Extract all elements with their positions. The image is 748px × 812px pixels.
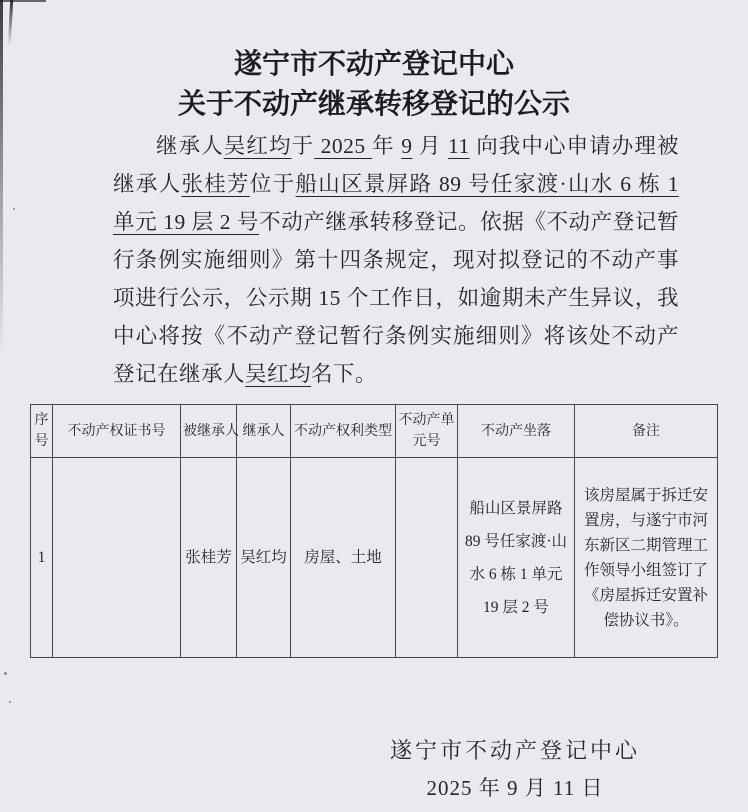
table-cell: 吴红均	[237, 458, 291, 658]
notice-segment: 月	[412, 134, 449, 158]
scan-corner-artifact	[8, 0, 13, 46]
document-title-line2: 关于不动产继承转移登记的公示	[177, 88, 570, 119]
notice-segment-underlined: 张桂芳	[181, 172, 250, 196]
table-cell: 张桂芳	[181, 458, 237, 658]
notice-segment: 向我中心申请办理被继承人	[113, 134, 679, 196]
registration-table	[30, 404, 718, 658]
table-cell: 该房屋属于拆迁安置房，与遂宁市河东新区二期管理工作领导小组签订了《房屋拆迁安置补偿协议书》。	[575, 458, 718, 658]
notice-segment: 年	[372, 134, 402, 158]
table-body	[31, 458, 718, 658]
table-header-cell: 序号	[31, 405, 53, 458]
notice-segment: 于	[291, 134, 315, 158]
signature-date: 2025 年 9 月 11 日	[426, 776, 604, 800]
notice-paragraph	[113, 127, 679, 393]
notice-segment-underlined: 2025	[314, 134, 373, 158]
table-header-cell: 不动产单元号	[396, 405, 458, 458]
table-header-cell: 不动产权利类型	[291, 405, 396, 458]
table-header-cell: 被继承人	[181, 405, 237, 458]
table-header-cell: 不动产权证书号	[53, 405, 181, 458]
notice-segment: 名下。	[311, 362, 378, 386]
scan-edge-artifact	[0, 0, 46, 2]
table-cell: 船山区景屏路 89 号任家渡·山水 6 栋 1 单元 19 层 2 号	[458, 458, 575, 658]
table-cell: 房屋、土地	[291, 458, 396, 658]
notice-segment: 不动产继承转移登记。依据《不动产登记暂行条例实施细则》第十四条规定，现对拟登记的不动产事项进行公示，公示期 15 个工作日，如逾期未产生异议，我中心将按《不动产登记暂行条例实施细则》将该处不动产登记在继承人	[113, 210, 679, 386]
table-cell	[53, 458, 181, 658]
scan-speck	[13, 208, 15, 210]
table-header-cell: 不动产坐落	[458, 405, 575, 458]
table-cell: 1	[31, 458, 53, 658]
notice-segment-underlined: 吴红均	[245, 362, 312, 386]
notice-segment-underlined: 吴红均	[223, 134, 292, 158]
notice-segment-underlined: 船山区景屏路 89 号任家渡·山水 6 栋 1 单元 19 层 2 号	[113, 172, 679, 234]
notice-segment-underlined: 11	[448, 134, 470, 158]
document-title-line1: 遂宁市不动产登记中心	[233, 48, 514, 79]
notice-segment-underlined: 9	[401, 134, 413, 158]
table-header-cell: 继承人	[237, 405, 291, 458]
notice-segment: 继承人	[156, 134, 224, 158]
notice-segment: 位于	[249, 172, 296, 196]
table-cell	[396, 458, 458, 658]
table-row	[31, 458, 718, 658]
scan-speck	[4, 672, 7, 675]
signature-organization: 遂宁市不动产登记中心	[389, 738, 640, 763]
table-header-cell: 备注	[575, 405, 718, 458]
document-title	[0, 44, 748, 124]
scan-speck	[9, 701, 11, 703]
table-header-row	[31, 405, 718, 458]
